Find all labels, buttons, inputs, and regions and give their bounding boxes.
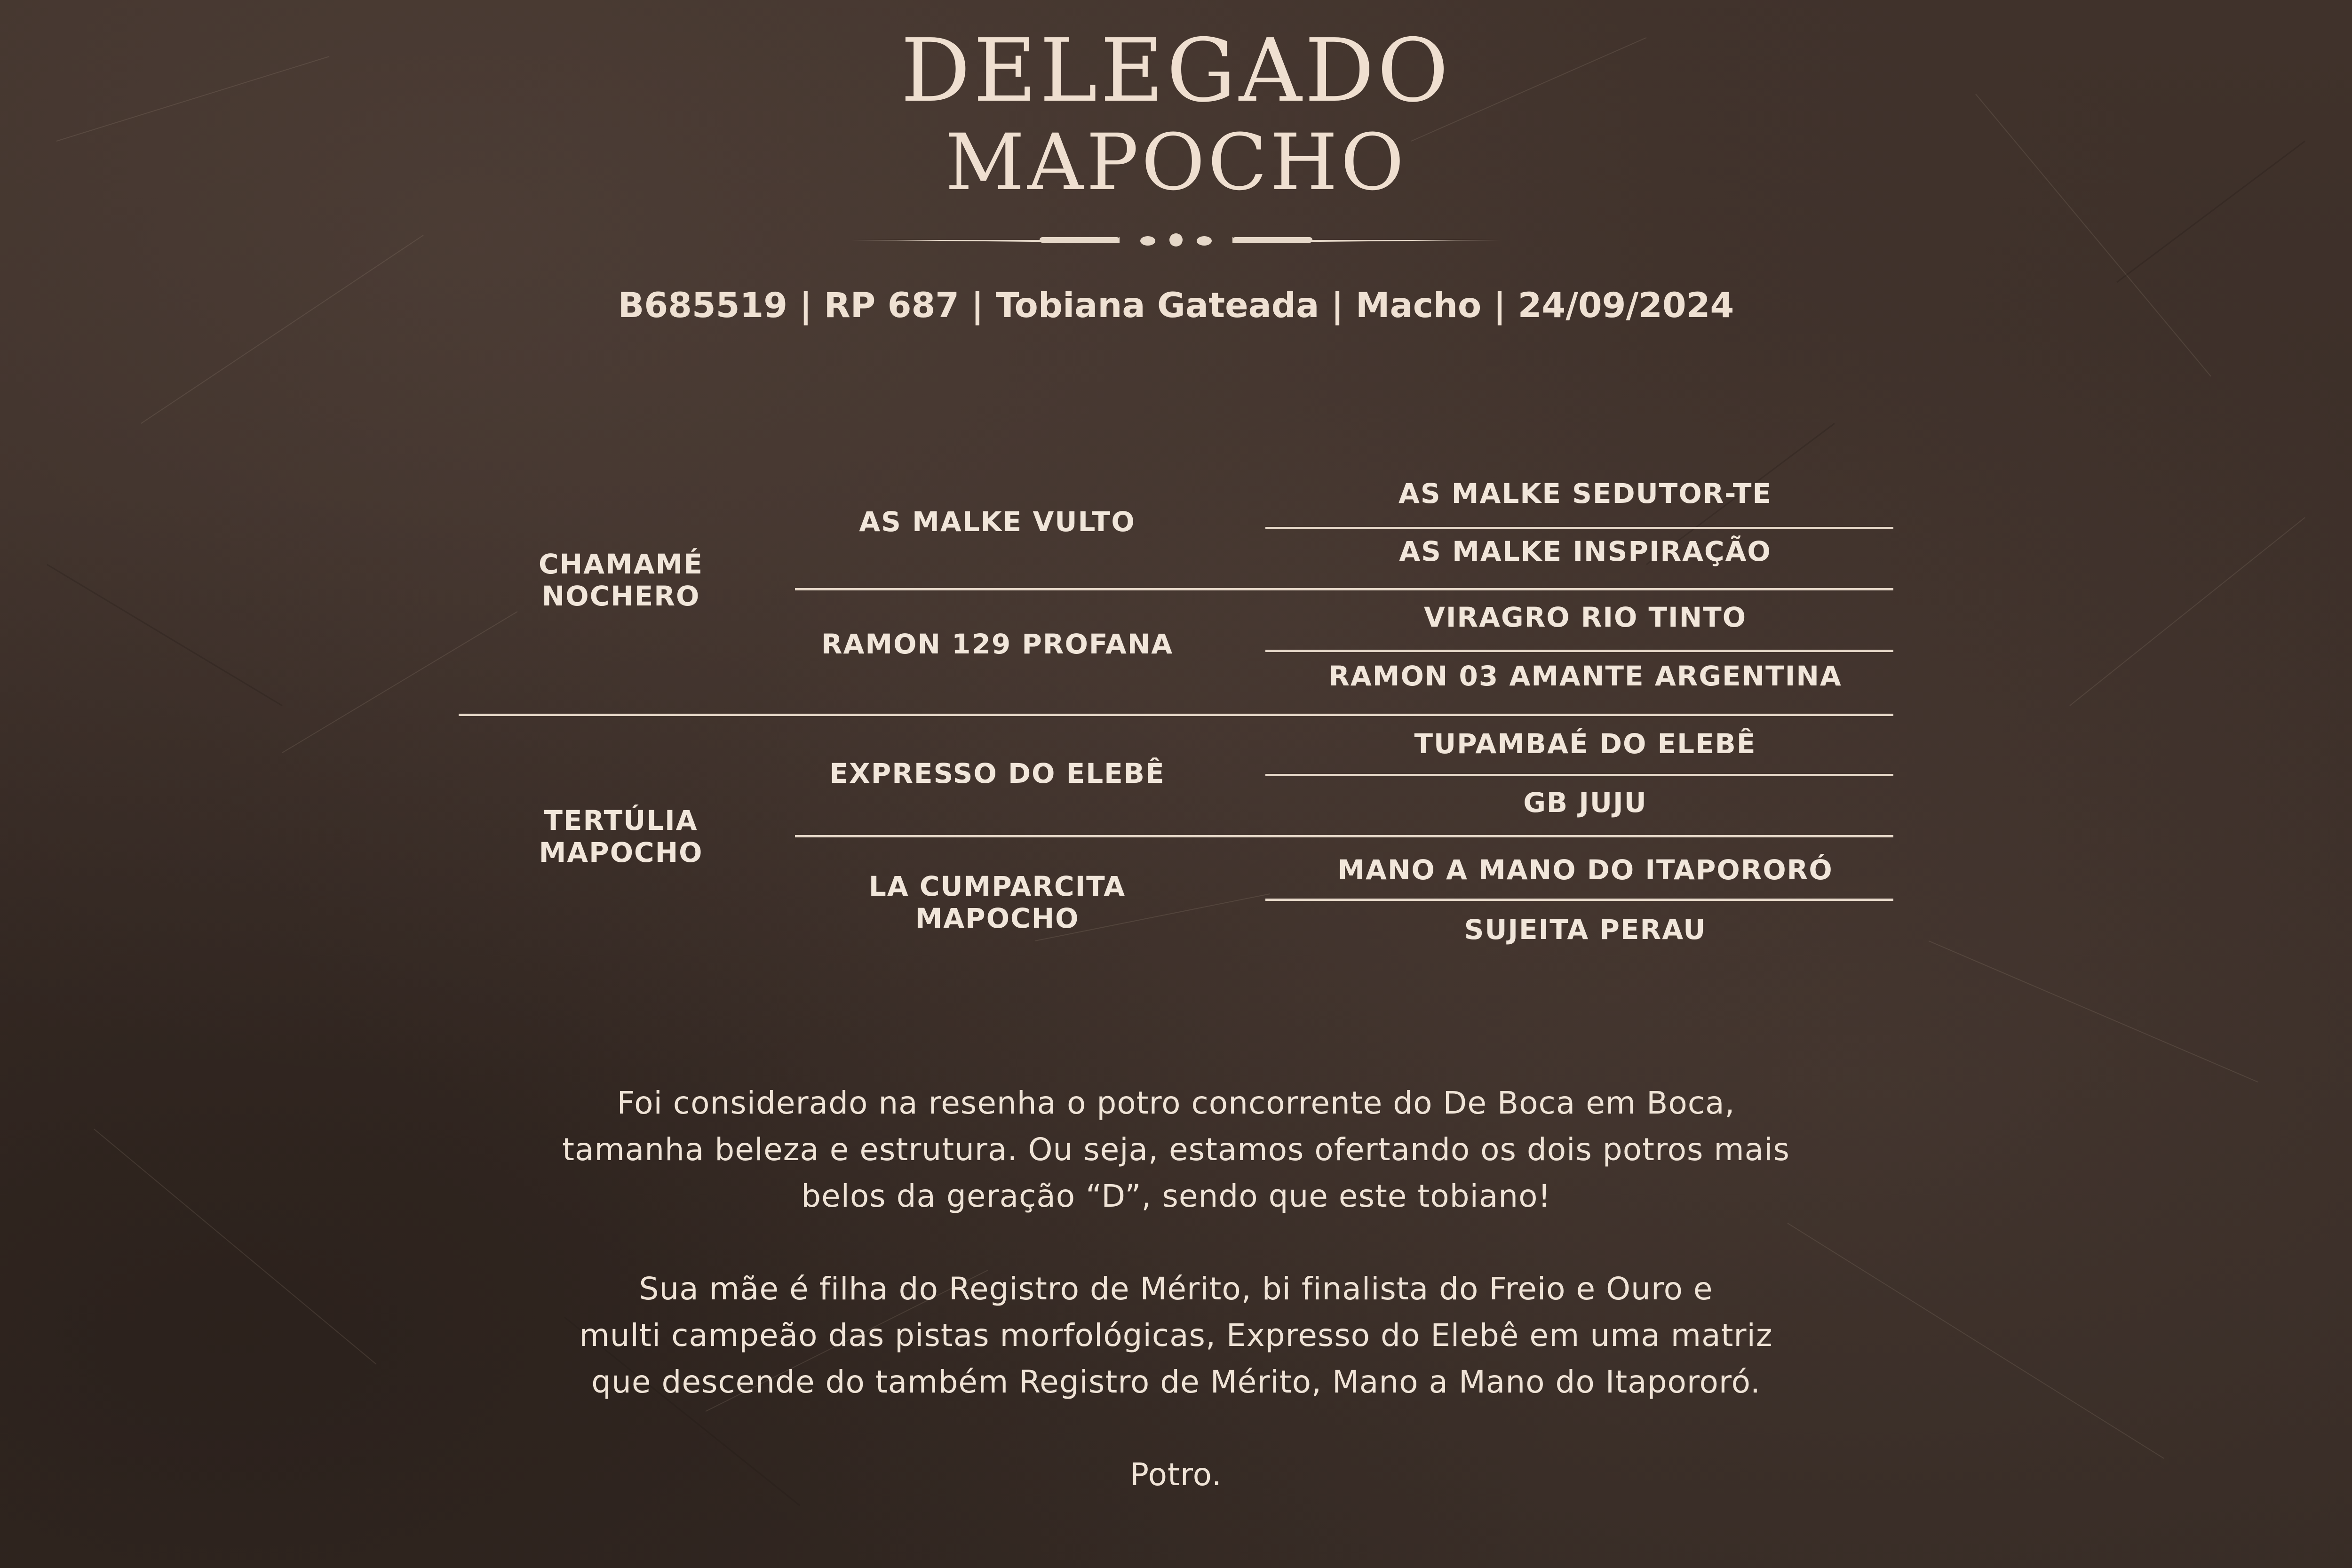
dam-dam-name: LA CUMPARCITA MAPOCHO (868, 870, 1126, 934)
ggp-name: SUJEITA PERAU (1464, 914, 1707, 946)
pedigree-divider-dam (795, 835, 1893, 837)
horse-name-line2: MAPOCHO (945, 117, 1407, 207)
pedigree-divider-main (459, 714, 1893, 716)
pedigree-divider-ggp (1265, 650, 1893, 652)
pedigree-divider-sire (795, 588, 1893, 590)
ggp-name: TUPAMBAÉ DO ELEBÊ (1414, 728, 1756, 760)
title-divider-ornament (851, 221, 1501, 259)
horse-name-line1: DELEGADO (900, 20, 1452, 121)
ggp-name: MANO A MANO DO ITAPORORÓ (1337, 854, 1833, 886)
description-paragraph-2: Sua mãe é filha do Registro de Mérito, bi finalista do Freio e Ouro e multi campeão das pistas morfológicas, Expresso do Elebê em uma matriz que descende do também Registro de Mérito, Mano a Mano do Itapororó. (579, 1271, 1773, 1400)
sire-sire-name: AS MALKE VULTO (859, 506, 1136, 538)
ggp-name: VIRAGRO RIO TINTO (1423, 601, 1747, 633)
description-paragraph-3: Potro. (1130, 1457, 1222, 1493)
ggp-name: AS MALKE INSPIRAÇÃO (1399, 535, 1772, 567)
dam-name: TERTÚLIA MAPOCHO (539, 804, 703, 868)
ggp-name: AS MALKE SEDUTOR-TE (1398, 478, 1772, 509)
sire-dam-name: RAMON 129 PROFANA (821, 628, 1174, 660)
description-paragraph-1: Foi considerado na resenha o potro concorrente do De Boca em Boca, tamanha beleza e estrutura. Ou seja, estamos ofertando os dois potros mais belos da geração “D”, sendo que este tobiano! (562, 1085, 1790, 1214)
ggp-name: RAMON 03 AMANTE ARGENTINA (1328, 660, 1842, 692)
pedigree-divider-ggp (1265, 899, 1893, 901)
registration-info: B685519 | RP 687 | Tobiana Gateada | Macho | 24/09/2024 (618, 286, 1734, 326)
pedigree-divider-ggp (1265, 774, 1893, 776)
pedigree-divider-ggp (1265, 527, 1893, 529)
ggp-name: GB JUJU (1523, 787, 1647, 819)
dam-sire-name: EXPRESSO DO ELEBÊ (829, 757, 1165, 789)
sire-name: CHAMAMÉ NOCHERO (539, 548, 703, 612)
